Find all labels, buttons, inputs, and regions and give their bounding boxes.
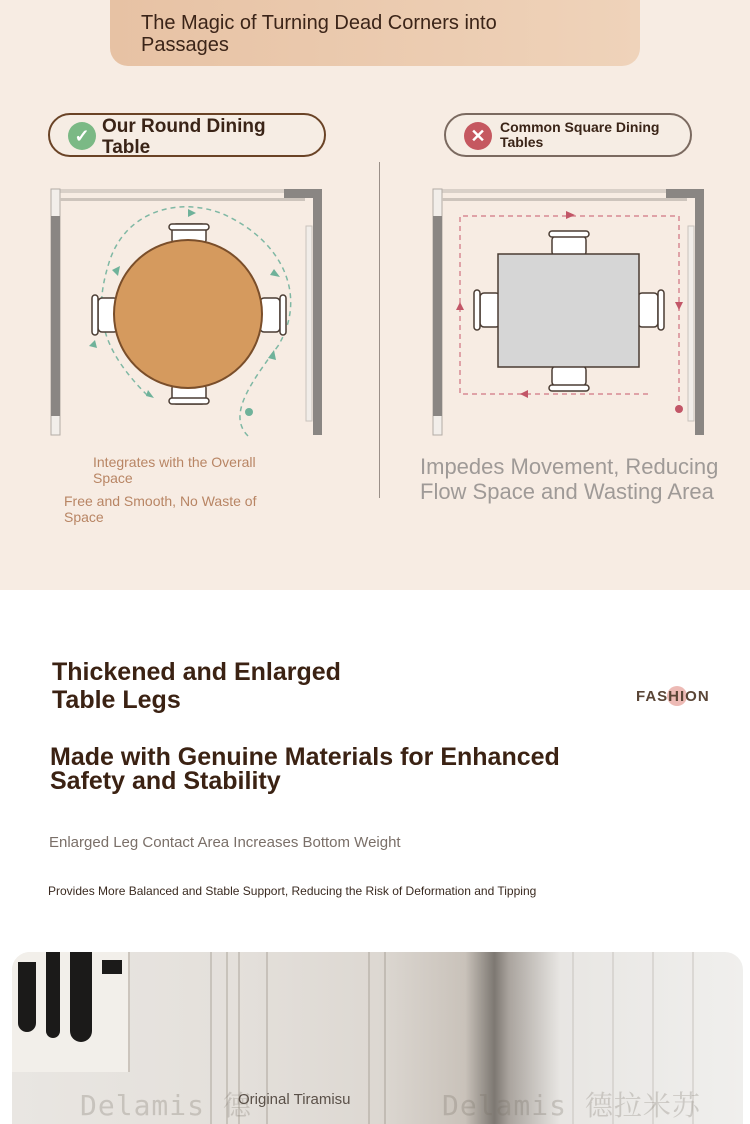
flow-arrow	[89, 340, 97, 348]
common-table-label: Common Square Dining Tables	[500, 119, 660, 150]
flow-arrow	[188, 209, 196, 217]
cross-icon: ✕	[464, 122, 492, 150]
brand-tag: FASHION	[636, 688, 710, 705]
flow-arrow	[520, 390, 528, 398]
chair	[638, 293, 658, 327]
room-photo	[12, 952, 743, 1124]
round-table	[114, 240, 262, 388]
chair	[480, 293, 500, 327]
common-table-label-pill	[444, 113, 692, 157]
our-table-label-pill	[48, 113, 326, 157]
chair	[260, 298, 280, 332]
flow-arrow	[675, 302, 683, 310]
chair	[552, 366, 586, 386]
flow-arrow	[268, 350, 276, 360]
chair	[552, 236, 586, 256]
flow-arrow	[270, 269, 280, 277]
banner-title: The Magic of Turning Dead Corners into Passages	[141, 12, 497, 56]
round-table-floor-plan	[48, 186, 328, 440]
flow-arrow	[566, 211, 575, 219]
watermark-right: Delamis 德拉米苏	[442, 1089, 701, 1122]
flow-arrow	[146, 390, 154, 398]
wall-art	[12, 952, 130, 1072]
check-icon: ✓	[68, 122, 96, 150]
our-table-caption-2: Free and Smooth, No Waste of Space	[64, 493, 257, 525]
common-table-caption: Impedes Movement, Reducing Flow Space and Wasting Area	[420, 454, 719, 504]
photo-label: Original Tiramisu	[238, 1091, 351, 1108]
square-table	[498, 254, 639, 367]
our-table-caption-1: Integrates with the Overall Space	[93, 454, 256, 486]
legs-feature-line-1: Enlarged Leg Contact Area Increases Bottom Weight	[49, 834, 401, 851]
square-table-floor-plan	[430, 186, 710, 440]
flow-arrow	[112, 266, 120, 276]
legs-heading: Thickened and Enlarged Table Legs	[52, 658, 341, 714]
our-table-label: Our Round Dining Table	[102, 116, 266, 158]
watermark-left: Delamis 德	[80, 1089, 252, 1122]
materials-subheading: Made with Genuine Materials for Enhanced Safety and Stability	[50, 743, 560, 795]
flow-arrow	[456, 302, 464, 310]
legs-feature-line-2: Provides More Balanced and Stable Support, Reducing the Risk of Deformation and Tipping	[48, 884, 537, 898]
comparison-divider	[379, 162, 380, 498]
